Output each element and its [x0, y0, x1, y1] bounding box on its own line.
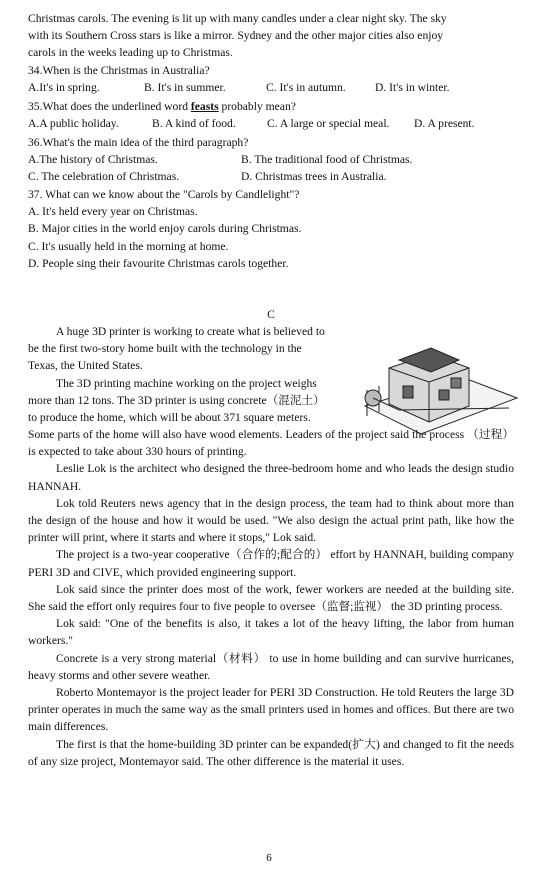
- option-b: B. Major cities in the world enjoy carols during Christmas.: [28, 222, 302, 236]
- option-a: A. It's held every year on Christmas.: [28, 205, 198, 219]
- question-stem: 37. What can we know about the "Carols by Candlelight"?: [28, 188, 300, 201]
- stem-text: probably mean?: [218, 100, 296, 113]
- option-d: D. It's in winter.: [375, 81, 450, 95]
- option-c: C. A large or special meal.: [267, 117, 390, 131]
- option-row: [28, 151, 514, 168]
- 3d-printer-house-illustration: [359, 338, 519, 438]
- passage-c-body: [28, 426, 514, 770]
- paragraph: Concrete is a very strong material（材料） to use in home building and can survive hurricanes, heavy storms and other severe weather.: [28, 651, 514, 682]
- option-d: D. People sing their favourite Christmas carols together.: [28, 256, 289, 270]
- option-c: C. The celebration of Christmas.: [28, 170, 180, 184]
- text-line: to produce the home, which will be about 371 square meters.: [28, 411, 311, 425]
- text-line: be the first two-story home built with the technology in the: [28, 342, 302, 356]
- text-line: The 3D printing machine working on the project weighs: [56, 376, 317, 390]
- question-34: [28, 62, 514, 96]
- paragraph: The project is a two-year cooperative（合作的;配合的） effort by HANNAH, building company PERI 3D and CIVE, which provided engineering support.: [28, 548, 514, 579]
- option-d: D. Christmas trees in Australia.: [241, 170, 387, 184]
- page-number: 6: [266, 852, 272, 864]
- passage-c-intro: [28, 323, 356, 426]
- option-row: [28, 115, 514, 132]
- option-a: A.The history of Christmas.: [28, 153, 158, 167]
- paragraph: Lok said: "One of the benefits is also, it takes a lot of the heavy lifting, the labor from human workers.": [28, 617, 514, 648]
- option-b: B. It's in summer.: [144, 81, 226, 95]
- question-37: [28, 186, 514, 272]
- option-c: C. It's usually held in the morning at home.: [28, 239, 229, 253]
- paragraph: Roberto Montemayor is the project leader for PERI 3D Construction. He told Reuters the large 3D printer operates in much the same way as the small printers used in homes and offices. But there are two main differences.: [28, 686, 514, 734]
- passage-b-ending: [28, 10, 514, 62]
- option-d: D. A present.: [414, 117, 475, 131]
- option-b: B. A kind of food.: [152, 117, 236, 131]
- text-line: with its Southern Cross stars is like a mirror. Sydney and the other major cities also enjoy: [28, 29, 444, 43]
- question-36: [28, 134, 514, 186]
- paragraph: The first is that the home-building 3D printer can be expanded(扩大) and changed to fit the needs of any size project, Montemayor said. The other difference is the material it uses.: [28, 737, 514, 768]
- option-a: A.A public holiday.: [28, 117, 119, 131]
- question-35: [28, 98, 514, 132]
- question-stem: 34.When is the Christmas in Australia?: [28, 64, 210, 77]
- paragraph: Some parts of the home will also have wood elements. Leaders of the project said the process （过程） is expected to take about 330 hours of printing.: [28, 428, 514, 459]
- text-line: carols in the weeks leading up to Christmas.: [28, 46, 233, 60]
- text-line: Christmas carols. The evening is lit up with many candles under a clear night sky. The sky: [28, 12, 447, 25]
- question-stem: [28, 98, 514, 115]
- option-row: [28, 79, 514, 96]
- option-a: A.It's in spring.: [28, 81, 100, 95]
- paragraph: Lok said since the printer does most of the work, fewer workers are needed at the building site. She said the effort only requires four to five people to oversee（监督;监视） the 3D printing process.: [28, 582, 514, 614]
- text-line: more than 12 tons. The 3D printer is using concrete（混泥土）: [28, 393, 325, 407]
- underlined-word: feasts: [190, 100, 219, 113]
- paragraph: Lok told Reuters news agency that in the design process, the team had to think about more than the design of the house and how it would be used. "We also design the actual print path, like how the printer will print, where it starts and where it stops," Lok said.: [28, 496, 514, 545]
- section-heading: C: [267, 308, 275, 321]
- option-row: [28, 168, 514, 185]
- option-c: C. It's in autumn.: [266, 81, 346, 95]
- option-b: B. The traditional food of Christmas.: [241, 153, 413, 167]
- text-line: Texas, the United States.: [28, 359, 143, 373]
- paragraph: Leslie Lok is the architect who designed the three-bedroom home and who leads the design studio HANNAH.: [28, 462, 514, 493]
- stem-text: 35.What does the underlined word: [28, 100, 191, 113]
- text-line: A huge 3D printer is working to create what is believed to: [56, 325, 325, 338]
- question-stem: 36.What's the main idea of the third paragraph?: [28, 136, 249, 149]
